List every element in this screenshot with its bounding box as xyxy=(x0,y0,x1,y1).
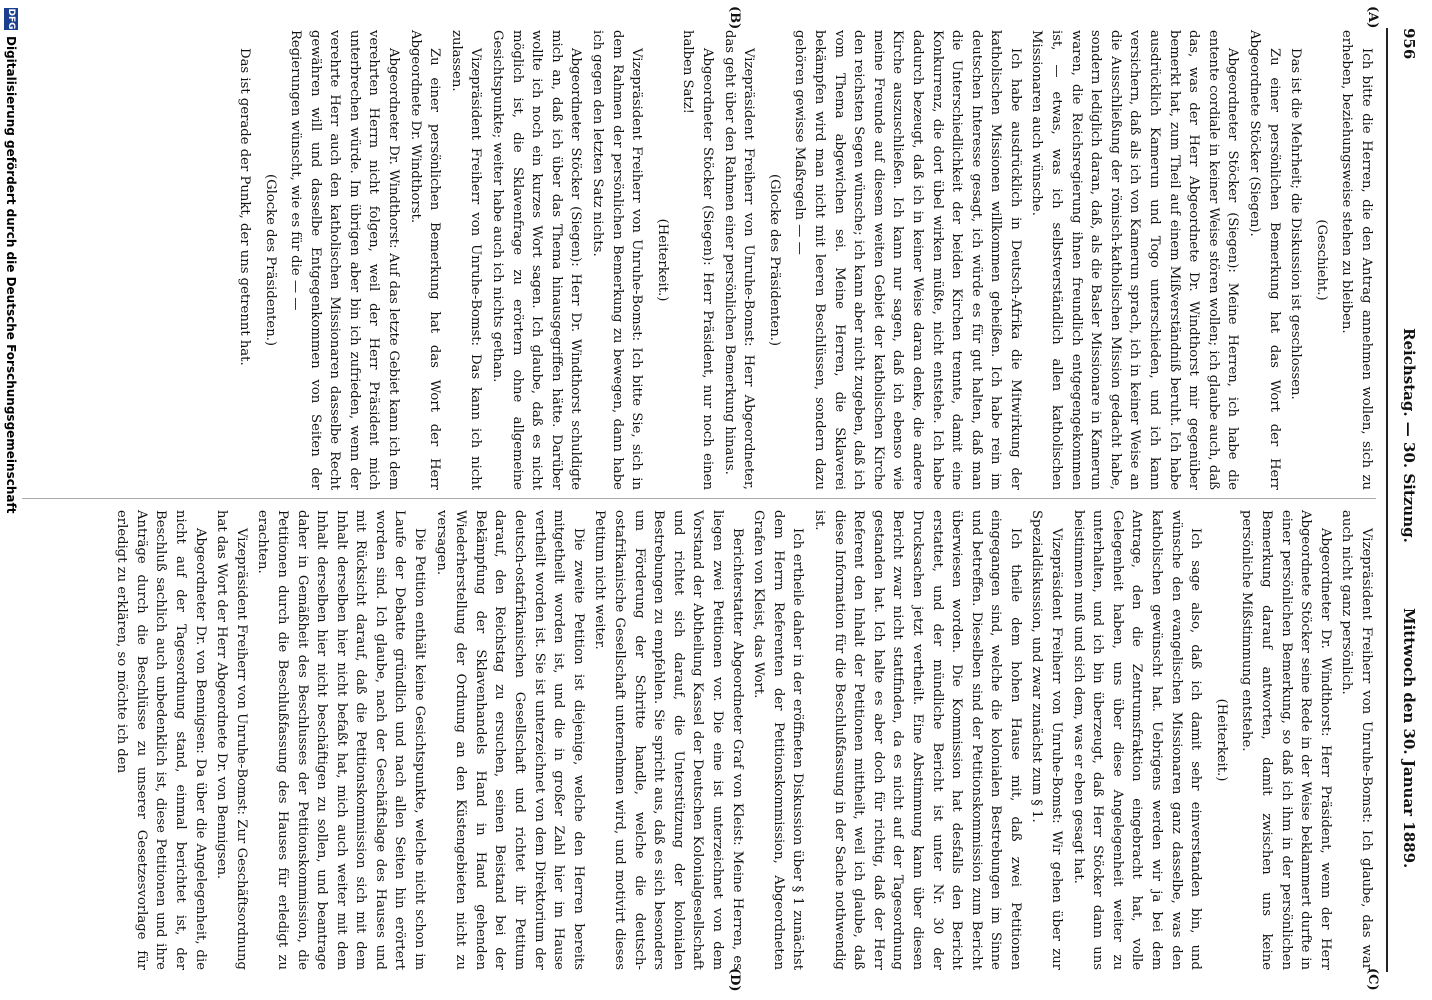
page-title: Reichstag. — 30. Sitzung. xyxy=(1400,328,1418,543)
paragraph: Vizepräsident Freiherr von Unruhe-Bomst: Ich glaube, das war auch nicht ganz persönlich. xyxy=(1339,510,1374,970)
paragraph: Abgeordneter Stöcker (Siegen): Herr Präsident, nur noch einen halben Satz! xyxy=(680,30,715,490)
right-text-column xyxy=(110,510,1376,970)
margin-mark-d: (D) xyxy=(727,968,742,992)
paragraph: (Heiterkeit.) xyxy=(1213,698,1229,782)
footer-text: Digitalisierung gefördert durch die Deutsche Forschungsgemeinschaft xyxy=(4,36,18,514)
paragraph: Vizepräsident Freiherr von Unruhe-Bomst: Das kann ich nicht zulassen. xyxy=(448,30,484,490)
footer-bar xyxy=(0,0,22,1000)
paragraph: Die zweite Petition ist diejenige, welche den Herren bereits mitgetheilt worden ist, und die in großer Zahl hier im Hause vertheilt worden ist. Sie ist unterzeichnet von dem Direktorium der deutsch-ostafrikanischen Gesellschaft und richtet ihr Petitum darauf, den Reichstag zu ersuchen, seinen Beistand bei der Bekämpfung der Sklavenhandels Hand in Hand gehenden Wiederherstellung der Ordnung an den Küstengebieten nicht zu versagen. xyxy=(433,510,586,970)
margin-mark-a: (A) xyxy=(1365,6,1380,29)
paragraph: (Heiterkeit.) xyxy=(654,218,670,302)
paragraph: Zu einer persönlichen Bemerkung hat das Wort der Herr Abgeordnete Dr. Windthorst. xyxy=(407,30,443,490)
paragraph: Ich theile dem hohen Hause mit, daß zwei Petitionen eingegangen sind, welche die kolonialen Bestrebungen im Sinne und betreffen. Dieselben sind der Petitionskommission zum Bericht überwiesen worden. Die Kommission hat desfalls den Bericht erstattet, und der mündliche Bericht ist unter Nr. 30 der Drucksachen jetzt vertheilt. Eine Abstimmung kann über diesen Bericht zwar nicht stattfinden, da es nicht auf der Tagesordnung gestanden hat. Ich halte es aber doch für richtig, daß der Herr Referent den Inhalt der Petitionen mittheilt, weil ich glaube, daß diese Information für die Beschlußfassung in der Sache nothwendig ist. xyxy=(811,510,1023,970)
paragraph: Das ist gerade der Punkt, der uns getrennt hat. xyxy=(236,48,252,366)
paragraph: Ich ertheile daher in der eröffneten Diskussion über § 1 zunächst dem Herrn Referenten der Petitionskommission, Abgeordneten Grafen von Kleist, das Wort. xyxy=(751,510,806,970)
paragraph: Vizepräsident Freiherr von Unruhe-Bomst: Herr Abgeordneter, das geht über den Rahmen einer persönlichen Bemerkung hinaus. xyxy=(721,30,757,490)
paragraph: Vizepräsident Freiherr von Unruhe-Bomst: Wir gehen über zur Spezialdiskussion, und zwar zunächst zum § 1. xyxy=(1029,510,1065,970)
paragraph: Das ist die Mehrheit; die Diskussion ist geschlossen. xyxy=(1288,48,1304,400)
paragraph: Ich sage also, daß ich damit sehr einverstanden bin, und wünsche den evangelischen Missionaren ganz dasselbe, was den katholischen gewünscht hat. Uebrigens werden wir ja bei dem Antrage, den die Zentrumsfraktion eingebracht hat, volle Gelegenheit haben, uns über diese Angelegenheit weiter zu unterhalten, und ich bin überzeugt, daß Herr Stöcker dann uns beistimmen muß und sich dem, was er eben gesagt hat. xyxy=(1070,510,1204,970)
page-number: 956 xyxy=(1400,28,1418,60)
page-date: Mittwoch den 30. Januar 1889. xyxy=(1400,608,1418,869)
paragraph: Zu einer persönlichen Bemerkung hat das Wort der Herr Abgeordnete Stöcker (Siegen). xyxy=(1247,30,1282,490)
margin-mark-b: (B) xyxy=(727,6,742,30)
paragraph: Berichterstatter Abgeordneter Graf von Kleist: Meine Herren, es liegen zwei Petitionen vor. Die eine ist unterzeichnet von dem Vorstand der Abtheilung Kassel der Deutschen Kolonialgesellschaft und richtet sich darauf, die Unterstützung der kolonialen Bestrebungen zu empfehlen. Sie spricht aus, daß es sich besonders um Förderung der Schritte handle, welche die deutsch-ostafrikanische Gesellschaft unternehmen wird, und motivirt dieses Petitum nicht weiter. xyxy=(592,510,745,970)
paragraph: Vizepräsident Freiherr von Unruhe-Bomst: Zur Geschäftsordnung hat das Wort der Herr Abgeordnete Dr. von Bennigsen. xyxy=(214,510,249,970)
header-rule xyxy=(1386,28,1388,972)
paragraph: Vizepräsident Freiherr von Unruhe-Bomst: Ich bitte Sie, sich in dem Rahmen der persönlichen Bemerkung zu bewegen, dann habe ich gegen den letzten Satz nichts. xyxy=(590,30,645,490)
paragraph: Ich habe ausdrücklich in Deutsch-Afrika die Mitwirkung der katholischen Missionen willkommen geheißen. Ich habe rein im deutschen Interesse gesagt, ich würde es für gut halten, daß man die Unterschiedlichkeit der beiden Kirchen trennte, damit eine Konkurrenz, die dort übel wirken müßte, nicht entstehe. Ich habe dadurch bezeugt, daß ich in keiner Weise daran denke, die andere Kirche auszuschließen. Ich kann nur sagen, daß ich ebenso wie meine Freunde auf diesem weiten Gebiet der katholischen Kirche den reichsten Segen wünsche; ich kann aber nicht zugeben, daß ich vom Thema abgewichen sei. Meine Herren, die Sklaverei bekämpfen wird man nicht mit leeren Beschlüssen, sondern dazu gehören gewisse Maßregeln — — xyxy=(792,30,1023,490)
paragraph: (Glocke des Präsidenten.) xyxy=(766,173,782,347)
paragraph: Die Petition enthält keine Gesichtspunkte, welche nicht schon im Laufe der Debatte gründlich und nach allen Seiten hin erörtert worden sind. Ich glaube, nach der Geschäftslage des Hauses und mit Rücksicht darauf, daß die Petitionskommission sich mit dem Inhalt derselben hier nicht befaßt hat, mich auch weiter mit dem Inhalt derselben hier nicht beschäftigen zu sollen, und beantrage daher in Gemäßheit des Beschlusses der Petitionskommission, die Petitionen durch die Beschlußfassung des Hauses für erledigt zu erachten. xyxy=(255,510,428,970)
left-text-column xyxy=(232,30,1376,490)
column-divider xyxy=(6,498,1376,499)
paragraph: Abgeordneter Dr. Windthorst: Herr Präsident, wenn der Herr Abgeordnete Stöcker seine Rede in der Weise beklammert durfte in einer persönlichen Bemerkung, so daß ich ihm in der persönlichen Bemerkung darauf antworten, damit zwischen uns keine persönliche Mißstimmung entstehe. xyxy=(1239,510,1333,970)
paragraph: Abgeordneter Dr. von Bennigsen: Da über die Angelegenheit, die nicht auf der Tagesordnung stand, einmal berichtet ist, der Beschluß sachlich auch unbedenklich ist, diese Petitionen und ihre Anträge durch die Beschlüsse zu unserer Gesetzesvorlage für erledigt zu erklären, so möchte ich den xyxy=(114,510,208,970)
paragraph: Abgeordneter Stöcker (Siegen): Herr Dr. Windthorst schuldigte mich an, daß ich über das Thema hinausgegriffen hätte. Darüber wollte ich noch ein kurzes Wort sagen. Ich glaube, daß es nicht möglich ist, die Sklavenfrage zu erörtern ohne allgemeine Gesichtspunkte; weiter habe auch ich nichts gethan. xyxy=(490,30,584,490)
paragraph: Ich bitte die Herren, die den Antrag annehmen wollen, sich zu erheben, beziehungsweise stehen zu bleiben. xyxy=(1339,30,1374,490)
paragraph: Abgeordneter Stöcker (Siegen): Meine Herren, ich habe die entente cordiale in keiner Weise stören wollen; ich glaube auch, daß das, was der Herr Abgeordnete Dr. Windthorst mir gegenüber bemerkt hat, zum Theil auf einem Mißverständniß beruht. Ich habe ausdrücklich Kamerun und Togo unterschieden, und ich kann versichern, daß als ich von Kamerun sprach, ich in keiner Weise an die Ausschließung der römisch-katholischen Mission gedacht habe, sondern lediglich daran, daß, als die Basler Missionare in Kamerun waren, die Reichsregierung ihnen freundlich entgegengekommen ist, — etwas, was ich selbstverständlich allen katholischen Missionaren auch wünsche. xyxy=(1029,30,1241,490)
paragraph: Abgeordneter Dr. Windthorst: Auf das letzte Gebiet kann ich dem verehrten Herrn nicht folgen, weil der Herr Präsident mich unterbrechen würde. Im übrigen aber bin ich zufrieden, wenn der verehrte Herr auch den katholischen Missionaren dasselbe Recht gewähren will und dasselbe Entgegenkommen von Seiten der Regierungen wünscht, wie es für die — — xyxy=(288,30,402,490)
dfg-logo: DFG xyxy=(6,8,16,30)
margin-mark-c: (C) xyxy=(1365,968,1380,991)
paragraph: (Geschieht.) xyxy=(1313,219,1329,301)
paragraph: (Glocke des Präsidenten.) xyxy=(262,173,278,347)
page-header xyxy=(1394,28,1424,972)
